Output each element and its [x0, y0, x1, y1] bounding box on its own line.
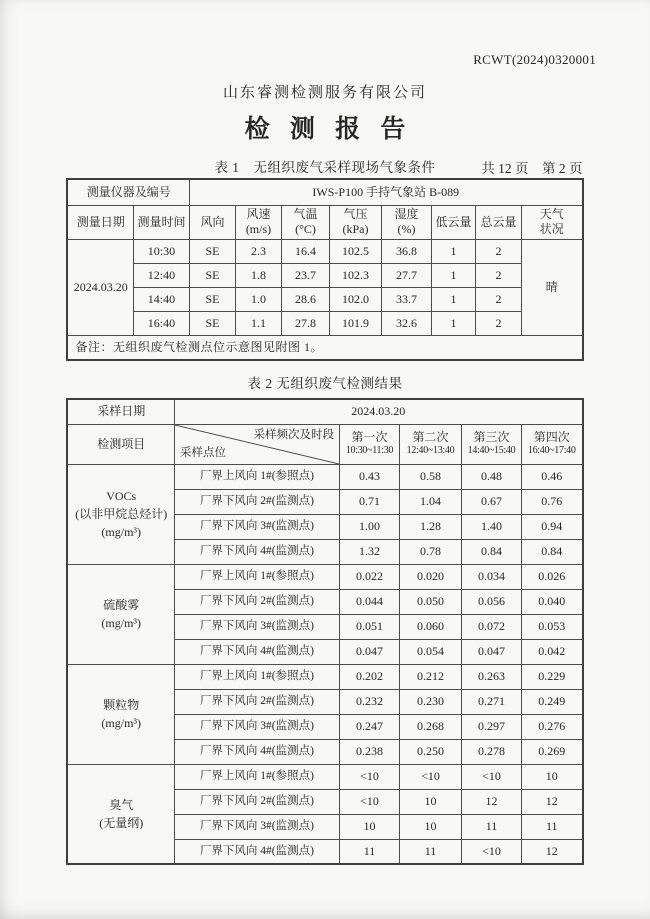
instrument-value: IWS-P100 手持气象站 B-089	[189, 179, 582, 205]
sample-point: 厂界上风向 1#(参照点)	[174, 564, 339, 589]
value-cell: 0.269	[521, 739, 582, 764]
value-cell: 10	[399, 814, 461, 839]
value-cell: 0.229	[521, 664, 582, 689]
humidity-cell: 33.7	[381, 287, 431, 311]
value-cell: 0.46	[521, 464, 582, 489]
temp-cell: 16.4	[281, 239, 329, 263]
table2-caption: 表 2 无组织废气检测结果	[247, 376, 403, 391]
value-cell: 12	[461, 789, 521, 814]
value-cell: 0.84	[521, 539, 582, 564]
table2-detection-results	[66, 398, 583, 865]
humidity-cell: 32.6	[381, 311, 431, 335]
value-cell: 0.249	[521, 689, 582, 714]
wind-speed-cell: 1.1	[235, 311, 281, 335]
value-cell: <10	[339, 764, 399, 789]
value-cell: 1.28	[399, 514, 461, 539]
table1-remark-row	[67, 335, 582, 360]
value-cell: 0.042	[521, 639, 582, 664]
value-cell: 0.072	[461, 614, 521, 639]
value-cell: 0.276	[521, 714, 582, 739]
vocs-row-1	[67, 464, 582, 489]
weather-value: 晴	[521, 239, 582, 335]
col-low-cloud: 低云量	[431, 205, 475, 239]
sample-point: 厂界下风向 4#(监测点)	[174, 639, 339, 664]
value-cell: 12	[521, 789, 582, 814]
company-name: 山东睿测检测服务有限公司	[222, 85, 427, 101]
table1-row-1240	[67, 263, 582, 287]
col-air-temp: 气温 (°C)	[281, 205, 329, 239]
instrument-label: 测量仪器及编号	[67, 179, 189, 205]
col-wind-direction: 风向	[189, 205, 235, 239]
page-indicator: 共 12 页 第 2 页	[481, 161, 583, 176]
value-cell: 0.278	[461, 739, 521, 764]
value-cell: 0.297	[461, 714, 521, 739]
table1-row-1030	[67, 239, 582, 263]
total-cloud-cell: 2	[475, 311, 521, 335]
value-cell: 0.053	[521, 614, 582, 639]
group-vocs: VOCs (以非甲烷总烃计) (mg/m³)	[67, 464, 174, 564]
wind-dir-cell: SE	[189, 311, 235, 335]
pressure-cell: 102.0	[329, 287, 381, 311]
value-cell: 0.020	[399, 564, 461, 589]
col-wind-speed: 风速 (m/s)	[235, 205, 281, 239]
sample-point: 厂界下风向 4#(监测点)	[174, 739, 339, 764]
col-weather: 天气 状况	[521, 205, 582, 239]
col-humidity: 湿度 (%)	[381, 205, 431, 239]
sample-point: 厂界下风向 3#(监测点)	[174, 714, 339, 739]
value-cell: 0.047	[461, 639, 521, 664]
document-number: RCWT(2024)0320001	[473, 52, 596, 67]
value-cell: 0.238	[339, 739, 399, 764]
value-cell: 11	[461, 814, 521, 839]
value-cell: 0.230	[399, 689, 461, 714]
value-cell: 0.58	[399, 464, 461, 489]
value-cell: 11	[399, 839, 461, 864]
diagonal-header-cell	[174, 424, 339, 464]
value-cell: 0.271	[461, 689, 521, 714]
wind-dir-cell: SE	[189, 263, 235, 287]
value-cell: 10	[399, 789, 461, 814]
temp-cell: 23.7	[281, 263, 329, 287]
sample-point: 厂界上风向 1#(参照点)	[174, 464, 339, 489]
sample-point: 厂界下风向 4#(监测点)	[174, 839, 339, 864]
remark-text: 备注：无组织废气检测点位示意图见附图 1。	[67, 335, 582, 360]
col-third-sample: 第三次 14:40~15:40	[461, 424, 521, 464]
humidity-cell: 27.7	[381, 263, 431, 287]
group-particulate-matter: 颗粒物 (mg/m³)	[67, 664, 174, 764]
sample-point: 厂界下风向 4#(监测点)	[174, 539, 339, 564]
col-measure-time: 测量时间	[133, 205, 189, 239]
table1-caption-row	[68, 156, 583, 174]
value-cell: 0.040	[521, 589, 582, 614]
sample-point: 厂界下风向 2#(监测点)	[174, 489, 339, 514]
table2-header-row	[67, 424, 582, 464]
col-fourth-sample: 第四次 16:40~17:40	[521, 424, 582, 464]
low-cloud-cell: 1	[431, 263, 475, 287]
sample-date-row	[67, 399, 582, 424]
measure-date-value: 2024.03.20	[67, 239, 133, 335]
value-cell: 10	[521, 764, 582, 789]
value-cell: 0.034	[461, 564, 521, 589]
group-odor: 臭气 (无量纲)	[67, 764, 174, 864]
value-cell: 0.050	[399, 589, 461, 614]
value-cell: 0.84	[461, 539, 521, 564]
sulfuric-row-1	[67, 564, 582, 589]
value-cell: 0.71	[339, 489, 399, 514]
value-cell: 0.060	[399, 614, 461, 639]
low-cloud-cell: 1	[431, 239, 475, 263]
value-cell: 0.022	[339, 564, 399, 589]
time-cell: 14:40	[133, 287, 189, 311]
value-cell: 0.263	[461, 664, 521, 689]
value-cell: 0.047	[339, 639, 399, 664]
pressure-cell: 102.3	[329, 263, 381, 287]
value-cell: 0.247	[339, 714, 399, 739]
odor-row-1	[67, 764, 582, 789]
value-cell: 0.202	[339, 664, 399, 689]
value-cell: <10	[461, 764, 521, 789]
value-cell: 0.268	[399, 714, 461, 739]
value-cell: 0.48	[461, 464, 521, 489]
table1-row-1440	[67, 287, 582, 311]
value-cell: 10	[339, 814, 399, 839]
sample-point: 厂界上风向 1#(参照点)	[174, 764, 339, 789]
table1-caption: 表 1 无组织废气采样现场气象条件	[214, 160, 436, 175]
sample-point: 厂界下风向 3#(监测点)	[174, 614, 339, 639]
value-cell: 0.250	[399, 739, 461, 764]
sample-date-value: 2024.03.20	[174, 399, 582, 424]
sample-point: 厂界下风向 3#(监测点)	[174, 514, 339, 539]
low-cloud-cell: 1	[431, 311, 475, 335]
value-cell: 1.40	[461, 514, 521, 539]
value-cell: 0.94	[521, 514, 582, 539]
wind-dir-cell: SE	[189, 287, 235, 311]
sample-point: 厂界下风向 2#(监测点)	[174, 789, 339, 814]
wind-speed-cell: 1.0	[235, 287, 281, 311]
value-cell: <10	[399, 764, 461, 789]
table1-header-row	[67, 205, 582, 239]
col-first-sample: 第一次 10:30~11:30	[339, 424, 399, 464]
value-cell: 0.43	[339, 464, 399, 489]
value-cell: 1.00	[339, 514, 399, 539]
sample-point: 厂界下风向 3#(监测点)	[174, 814, 339, 839]
time-cell: 10:30	[133, 239, 189, 263]
wind-speed-cell: 1.8	[235, 263, 281, 287]
value-cell: 1.04	[399, 489, 461, 514]
value-cell: 12	[521, 839, 582, 864]
value-cell: 0.056	[461, 589, 521, 614]
total-cloud-cell: 2	[475, 263, 521, 287]
diagonal-bottom-label: 采样点位	[179, 447, 226, 460]
col-air-pressure: 气压 (kPa)	[329, 205, 381, 239]
wind-speed-cell: 2.3	[235, 239, 281, 263]
instrument-row	[67, 179, 582, 205]
sample-point: 厂界下风向 2#(监测点)	[174, 589, 339, 614]
sample-date-label: 采样日期	[67, 399, 174, 424]
sample-point: 厂界下风向 2#(监测点)	[174, 689, 339, 714]
table1-weather-conditions	[66, 178, 583, 361]
time-cell: 12:40	[133, 263, 189, 287]
total-cloud-cell: 2	[475, 239, 521, 263]
value-cell: 0.78	[399, 539, 461, 564]
col-measure-date: 测量日期	[67, 205, 133, 239]
item-label: 检测项目	[67, 424, 174, 464]
col-total-cloud: 总云量	[475, 205, 521, 239]
value-cell: 0.054	[399, 639, 461, 664]
value-cell: 0.026	[521, 564, 582, 589]
humidity-cell: 36.8	[381, 239, 431, 263]
value-cell: 11	[339, 839, 399, 864]
value-cell: 0.232	[339, 689, 399, 714]
sample-point: 厂界上风向 1#(参照点)	[174, 664, 339, 689]
table1-row-1640	[67, 311, 582, 335]
value-cell: 0.67	[461, 489, 521, 514]
value-cell: 11	[521, 814, 582, 839]
total-cloud-cell: 2	[475, 287, 521, 311]
particulate-row-1	[67, 664, 582, 689]
pressure-cell: 102.5	[329, 239, 381, 263]
temp-cell: 27.8	[281, 311, 329, 335]
temp-cell: 28.6	[281, 287, 329, 311]
value-cell: <10	[461, 839, 521, 864]
wind-dir-cell: SE	[189, 239, 235, 263]
group-sulfuric-acid-mist: 硫酸雾 (mg/m³)	[67, 564, 174, 664]
report-title: 检 测 报 告	[244, 116, 413, 143]
pressure-cell: 101.9	[329, 311, 381, 335]
value-cell: 0.044	[339, 589, 399, 614]
value-cell: 0.76	[521, 489, 582, 514]
value-cell: 0.212	[399, 664, 461, 689]
time-cell: 16:40	[133, 311, 189, 335]
value-cell: <10	[339, 789, 399, 814]
col-second-sample: 第二次 12:40~13:40	[399, 424, 461, 464]
value-cell: 0.051	[339, 614, 399, 639]
value-cell: 1.32	[339, 539, 399, 564]
low-cloud-cell: 1	[431, 287, 475, 311]
diagonal-top-label: 采样频次及时段	[253, 428, 334, 441]
